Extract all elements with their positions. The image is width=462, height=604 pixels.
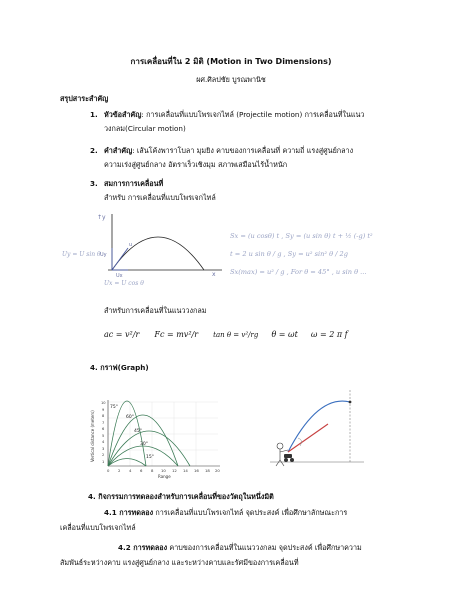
graph-grid: [108, 402, 218, 466]
experiment-4-1-cont: เคลื่อนที่แบบโพรเจกไทล์: [60, 523, 136, 532]
experiment-4-1: [104, 508, 347, 517]
angle-label-15: 15°: [146, 455, 154, 460]
svg-text:4: 4: [129, 468, 132, 473]
circular-subheading: สำหรับการเคลื่อนที่ในแนววงกลม: [104, 306, 207, 315]
svg-text:9: 9: [102, 408, 105, 412]
graph-x-ticks: [107, 468, 220, 473]
svg-text:2: 2: [102, 453, 105, 457]
svg-text:2: 2: [118, 468, 121, 473]
keywords-text: : เส้นโค้งพาราโบลา มุมยิง คาบของการเคลื่อนที่ ความถี่ แรงสู่ศูนย์กลาง: [132, 146, 354, 155]
diagram-ux-formula: Ux = U cos θ: [104, 280, 144, 287]
experiment-4-1-label: 4.1 การทดลอง: [104, 508, 154, 517]
velocity-vector: [112, 248, 128, 270]
svg-text:3: 3: [102, 447, 105, 451]
experiment-4-2-cont: สัมพันธ์ระหว่างคาบ แรงสู่ศูนย์กลาง และระหว่างคาบและรัศมีของการเคลื่อนที่: [60, 558, 299, 567]
item-topic: [90, 110, 364, 119]
experiment-4-2-text: คาบของการเคลื่อนที่ในแนววงกลม จุดประสงค์ เพื่อศึกษาความ: [167, 543, 362, 552]
graph-y-ticks: [101, 401, 106, 464]
eq-tan-theta: tan θ = v²/rg: [213, 331, 259, 339]
graph-x-label: Range: [158, 474, 171, 479]
svg-text:10: 10: [161, 468, 166, 473]
item-keywords: [90, 146, 353, 155]
page-title: การเคลื่อนที่ใน 2 มิติ (Motion in Two Dimensions): [130, 57, 332, 66]
projectile-subheading: สำหรับ การเคลื่อนที่แบบโพรเจกไทล์: [104, 193, 216, 202]
experiment-4-2: [118, 543, 362, 552]
svg-text:6: 6: [102, 427, 105, 431]
svg-text:4: 4: [102, 440, 105, 444]
circular-equations: [104, 322, 444, 341]
svg-text:5: 5: [102, 434, 105, 438]
svg-text:14: 14: [183, 468, 188, 473]
experiment-4-1-text: การเคลื่อนที่แบบโพรเจกไทล์ จุดประสงค์ เพื่อศึกษาลักษณะการ: [153, 508, 348, 517]
y-axis-label: ↑y: [97, 214, 106, 221]
eq-omega-frequency: ω = 2 π f: [310, 330, 348, 339]
x-axis-label: x: [212, 271, 216, 278]
experiments-heading: 4. กิจกรรมการทดลองสำหรับการเคลื่อนที่ของวัตถุในหนึ่งมิติ: [88, 492, 274, 501]
svg-text:20: 20: [215, 468, 220, 473]
u-label: u: [129, 242, 133, 248]
author: ผศ.ศิลปชัย บูรณพานิช: [196, 75, 266, 84]
summary-heading: สรุปสาระสำคัญ: [60, 94, 109, 103]
svg-text:1: 1: [102, 460, 105, 464]
graph-heading: 4. กราฟ(Graph): [90, 363, 149, 372]
diagram-uy-formula: Uy = U sin θ: [62, 251, 101, 258]
keywords-text-cont: ความเร่งสู่ศูนย์กลาง อัตราเร็วเชิงมุม สภาพเสมือนไร้น้ำหนัก: [104, 160, 288, 169]
handwritten-line-3: Sx(max) = u² / g , For θ = 45° , u sin θ ...: [230, 268, 367, 276]
range-angle-graph: [88, 396, 224, 480]
topic-text-cont: วงกลม(Circular motion): [104, 124, 186, 133]
svg-text:8: 8: [102, 414, 105, 418]
item-number: 3.: [90, 179, 98, 188]
uy-label: Uy: [100, 252, 107, 258]
svg-text:16: 16: [194, 468, 199, 473]
svg-text:7: 7: [102, 421, 105, 425]
handwritten-line-1: Sx = (u cosθ) t , Sy = (u sin θ) t + ½ (-g) t²: [230, 232, 373, 240]
svg-text:18: 18: [205, 468, 210, 473]
eq-theta-omega: θ = ωt: [271, 330, 298, 339]
keywords-label: คำสำคัญ: [104, 146, 133, 155]
eq-label: สมการการเคลื่อนที่: [104, 179, 164, 188]
trajectory-curve: [112, 237, 204, 270]
svg-text:6: 6: [140, 468, 143, 473]
experiment-4-2-label: 4.2 การทดลอง: [118, 543, 168, 552]
svg-text:0: 0: [107, 468, 110, 473]
ux-label: Ux: [116, 273, 123, 279]
cannon-base: [284, 454, 294, 462]
angle-label-45: 45°: [134, 429, 142, 434]
angle-label-60: 60°: [126, 415, 134, 420]
eq-centripetal-force: Fc = mv²/r: [154, 330, 199, 339]
projectile-illustration: [268, 384, 368, 480]
svg-text:10: 10: [101, 401, 106, 405]
graph-y-label: Vertical distance (meters): [90, 410, 95, 462]
trajectory-blue: [288, 401, 350, 452]
item-equations: [90, 179, 163, 188]
aim-line-red: [288, 424, 328, 452]
angle-label-30: 30°: [140, 442, 148, 447]
item-number: 1.: [90, 110, 98, 119]
target-point: [349, 401, 352, 404]
handwritten-line-2: t = 2 u sin θ / g , Sy = u² sin² θ / 2g: [230, 250, 348, 258]
item-number: 2.: [90, 146, 98, 155]
curve-60: [108, 415, 178, 466]
svg-text:12: 12: [172, 468, 177, 473]
projectile-diagram: [98, 210, 224, 290]
topic-text: : การเคลื่อนที่แบบโพรเจกไทล์ (Projectile motion) การเคลื่อนที่ในแนว: [141, 110, 365, 119]
angle-label-75: 75°: [110, 405, 118, 410]
topic-label: หัวข้อสำคัญ: [104, 110, 142, 119]
svg-text:8: 8: [151, 468, 154, 473]
eq-centripetal-acceleration: ac = v²/r: [104, 330, 140, 339]
